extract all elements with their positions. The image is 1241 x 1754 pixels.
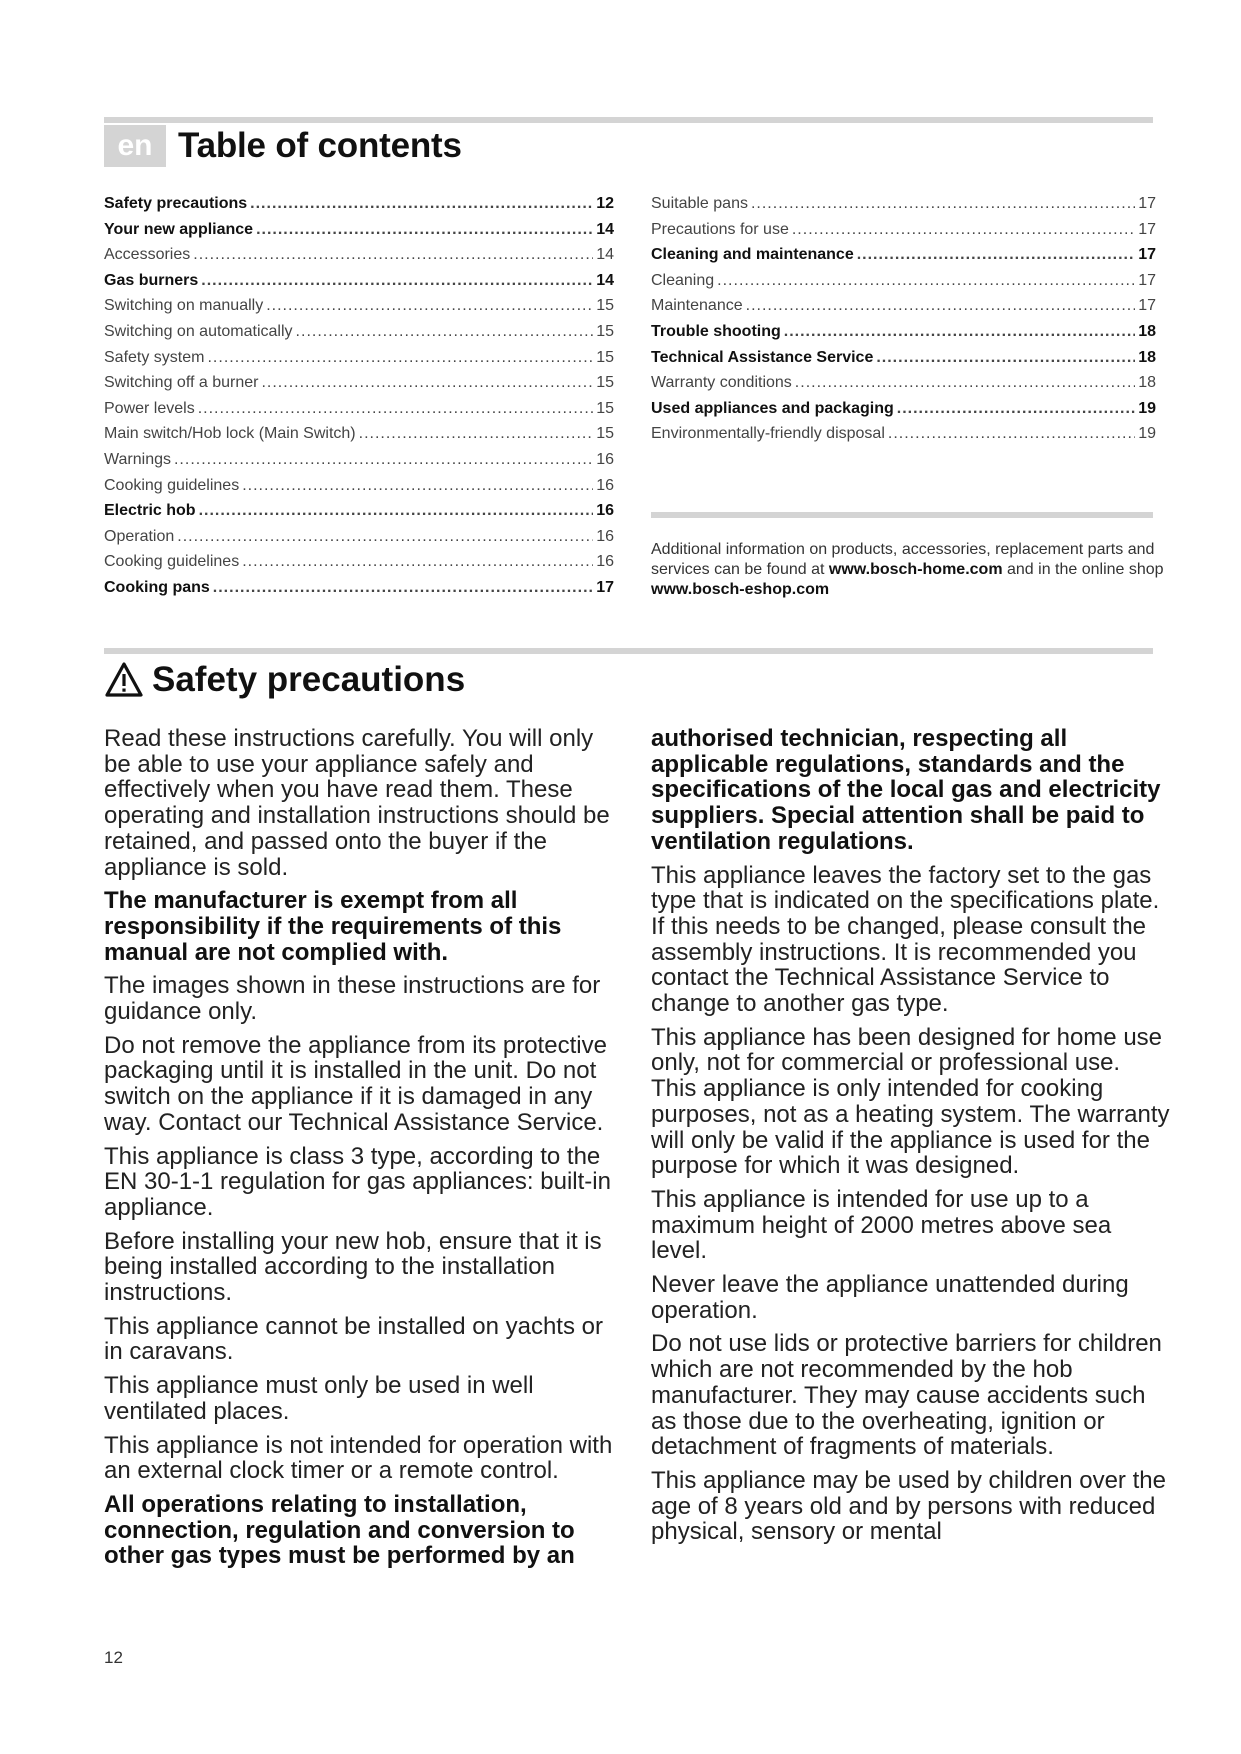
language-badge: en <box>104 125 166 167</box>
toc-entry-title: Main switch/Hob lock (Main Switch) <box>104 425 356 443</box>
safety-paragraph: All operations relating to installation, connection, regulation and conversion to other gas types must be performed by an <box>104 1490 575 1570</box>
toc-entry-page: 18 <box>1138 374 1156 392</box>
toc-entry[interactable] <box>104 477 614 503</box>
toc-entry[interactable] <box>651 400 1156 426</box>
toc-dot-leader <box>242 553 593 571</box>
toc-entry[interactable] <box>651 323 1156 349</box>
toc-entry-page: 15 <box>596 297 614 315</box>
safety-paragraph: This appliance is intended for use up to a maximum height of 2000 metres above sea level. <box>651 1185 1112 1265</box>
warning-triangle-icon <box>104 661 144 699</box>
toc-dot-leader <box>717 272 1135 290</box>
toc-title: Table of contents <box>178 126 462 165</box>
toc-entry-page: 19 <box>1138 425 1156 443</box>
toc-entry-page: 16 <box>596 527 614 545</box>
toc-entry-title: Power levels <box>104 399 195 417</box>
toc-entry-title: Used appliances and packaging <box>651 399 894 417</box>
toc-entry-title: Precautions for use <box>651 220 789 238</box>
toc-entry-page: 15 <box>596 399 614 417</box>
toc-entry-title: Electric hob <box>104 502 196 520</box>
toc-dot-leader <box>296 323 594 341</box>
toc-dot-leader <box>795 374 1135 392</box>
toc-left-column <box>104 195 614 605</box>
toc-entry[interactable] <box>104 579 614 605</box>
safety-paragraph: Do not use lids or protective barriers for children which are not recommended by the hob manufacturer. They may cause accidents such as those due to the overheating, ignition or detachment of fragments of materials. <box>651 1330 1162 1461</box>
toc-entry-page: 14 <box>596 220 614 238</box>
toc-entry-title: Safety system <box>104 348 205 366</box>
safety-paragraph: This appliance cannot be installed on yachts or in caravans. <box>104 1312 603 1366</box>
toc-entry-title: Switching off a burner <box>104 374 259 392</box>
toc-entry-title: Switching on automatically <box>104 322 293 340</box>
toc-dot-leader <box>201 272 593 290</box>
safety-rule <box>104 648 1153 654</box>
safety-paragraph: This appliance leaves the factory set to the gas type that is indicated on the specifications plate. If this needs to be changed, please consult the assembly instructions. It is recommended you contact the Technical Assistance Service to change to another gas type. <box>651 861 1160 1018</box>
toc-entry-title: Accessories <box>104 246 191 264</box>
info-rule <box>651 512 1153 518</box>
toc-entry-title: Technical Assistance Service <box>651 348 874 366</box>
toc-entry[interactable] <box>651 221 1156 247</box>
toc-entry-page: 15 <box>596 374 614 392</box>
toc-dot-leader <box>784 323 1135 341</box>
info-link-bosch-eshop[interactable]: www.bosch-eshop.com <box>651 581 830 598</box>
safety-paragraph: This appliance must only be used in well ventilated places. <box>104 1372 534 1425</box>
toc-entry[interactable] <box>651 297 1156 323</box>
toc-entry-page: 17 <box>596 578 614 596</box>
toc-entry[interactable] <box>651 246 1156 272</box>
toc-entry[interactable] <box>651 425 1156 451</box>
toc-entry[interactable] <box>104 528 614 554</box>
toc-entry-page: 14 <box>596 271 614 289</box>
safety-paragraph: The manufacturer is exempt from all responsibility if the requirements of this manual are not complied with. <box>104 887 562 966</box>
toc-entry-title: Gas burners <box>104 271 199 289</box>
toc-entry[interactable] <box>104 272 614 298</box>
toc-entry-page: 16 <box>596 553 614 571</box>
safety-paragraph: This appliance is class 3 type, according to the EN 30-1-1 regulation for gas appliances: built-in appliance. <box>104 1142 611 1221</box>
toc-entry-title: Your new appliance <box>104 220 254 238</box>
toc-dot-leader <box>198 400 594 418</box>
toc-entry-title: Cooking guidelines <box>104 476 240 494</box>
additional-info <box>651 540 1171 600</box>
toc-right-column <box>651 195 1156 451</box>
toc-entry-page: 15 <box>596 348 614 366</box>
safety-paragraph: Read these instructions carefully. You will only be able to use your appliance safely and effectively when you have read them. These operating and installation instructions should be retained, and passed onto the buyer if the appliance is sold. <box>104 725 610 881</box>
toc-entry[interactable] <box>104 425 614 451</box>
toc-entry-title: Operation <box>104 527 175 545</box>
safety-paragraph: Do not remove the appliance from its protective packaging until it is installed in the unit. Do not switch on the appliance if it is damaged in any way. Contact our Technical Assistance Service. <box>104 1031 607 1136</box>
safety-paragraph: This appliance has been designed for home use only, not for commercial or professional use. This appliance is only intended for cooking purposes, not as a heating system. The warranty will only be valid if the appliance is used for the purpose for which it was designed. <box>651 1023 1170 1180</box>
toc-entry[interactable] <box>104 221 614 247</box>
toc-entry[interactable] <box>104 297 614 323</box>
info-link-bosch-home[interactable]: www.bosch-home.com <box>828 561 1003 578</box>
toc-dot-leader <box>207 349 593 367</box>
info-text-2: and in the online shop <box>1002 561 1164 578</box>
toc-entry-title: Warranty conditions <box>651 374 792 392</box>
toc-entry[interactable] <box>104 374 614 400</box>
info-text-1: Additional information on products, accessories, replacement parts and services can be found at <box>651 541 1155 578</box>
toc-entry[interactable] <box>651 195 1156 221</box>
toc-entry-title: Cooking pans <box>104 578 210 596</box>
toc-entry-title: Safety precautions <box>104 195 248 212</box>
toc-entry-title: Trouble shooting <box>651 322 781 340</box>
toc-header <box>104 122 462 170</box>
toc-entry[interactable] <box>104 451 614 477</box>
toc-dot-leader <box>199 502 594 520</box>
toc-dot-leader <box>213 579 593 597</box>
toc-entry-title: Environmentally-friendly disposal <box>651 425 885 443</box>
toc-entry-title: Cleaning <box>651 271 715 289</box>
toc-dot-leader <box>266 297 593 315</box>
toc-dot-leader <box>751 195 1135 213</box>
toc-entry-title: Cooking guidelines <box>104 553 240 571</box>
toc-dot-leader <box>888 425 1135 443</box>
toc-dot-leader <box>256 221 593 239</box>
safety-paragraph: authorised technician, respecting all applicable regulations, standards and the specifications of the local gas and electricity suppliers. Special attention shall be paid to ventilation regulations. <box>651 725 1161 855</box>
toc-dot-leader <box>876 349 1135 367</box>
toc-dot-leader <box>242 477 593 495</box>
toc-entry-page: 12 <box>596 195 614 212</box>
toc-entry[interactable] <box>104 195 614 221</box>
toc-entry-page: 17 <box>1138 271 1156 289</box>
safety-paragraph: This appliance may be used by children over the age of 8 years old and by persons with reduced physical, sensory or mental <box>651 1466 1166 1546</box>
safety-header <box>104 656 465 704</box>
toc-entry[interactable] <box>104 400 614 426</box>
toc-entry-page: 18 <box>1138 322 1156 340</box>
toc-entry-title: Switching on manually <box>104 297 264 315</box>
toc-entry-page: 18 <box>1138 348 1156 366</box>
toc-entry-title: Warnings <box>104 450 171 468</box>
toc-dot-leader <box>857 246 1135 264</box>
toc-entry[interactable] <box>104 323 614 349</box>
toc-entry[interactable] <box>651 374 1156 400</box>
toc-entry-page: 16 <box>596 450 614 468</box>
toc-entry[interactable] <box>651 272 1156 298</box>
toc-entry[interactable] <box>104 349 614 375</box>
safety-title: Safety precautions <box>152 660 466 699</box>
toc-dot-leader <box>792 221 1135 239</box>
safety-paragraph: The images shown in these instructions are for guidance only. <box>104 972 601 1026</box>
toc-dot-leader <box>261 374 593 392</box>
toc-dot-leader <box>746 297 1136 315</box>
toc-dot-leader <box>174 451 593 469</box>
toc-entry-page: 19 <box>1138 399 1156 417</box>
safety-left-column <box>104 726 624 1577</box>
toc-entry-page: 17 <box>1138 195 1156 212</box>
toc-dot-leader <box>177 528 593 546</box>
toc-entry-page: 16 <box>596 476 614 494</box>
toc-entry[interactable] <box>104 502 614 528</box>
toc-entry[interactable] <box>651 349 1156 375</box>
page-number: 12 <box>104 1648 123 1667</box>
toc-entry-page: 14 <box>596 246 614 264</box>
safety-paragraph: This appliance is not intended for operation with an external clock timer or a remote control. <box>104 1431 613 1485</box>
toc-entry[interactable] <box>104 553 614 579</box>
toc-dot-leader <box>250 195 593 213</box>
toc-dot-leader <box>897 400 1135 418</box>
toc-entry-page: 17 <box>1138 246 1156 264</box>
toc-entry-title: Cleaning and maintenance <box>651 246 854 264</box>
toc-entry-page: 17 <box>1138 297 1156 315</box>
toc-entry[interactable] <box>104 246 614 272</box>
toc-entry-page: 15 <box>596 322 614 340</box>
safety-right-column <box>651 726 1171 1553</box>
toc-entry-page: 16 <box>596 502 614 520</box>
toc-entry-page: 17 <box>1138 220 1156 238</box>
toc-entry-title: Suitable pans <box>651 195 748 212</box>
safety-paragraph: Before installing your new hob, ensure that it is being installed according to the installation instructions. <box>104 1227 602 1307</box>
toc-entry-title: Maintenance <box>651 297 743 315</box>
toc-dot-leader <box>359 425 594 443</box>
toc-dot-leader <box>193 246 593 264</box>
toc-entry-page: 15 <box>596 425 614 443</box>
safety-paragraph: Never leave the appliance unattended during operation. <box>651 1271 1129 1324</box>
